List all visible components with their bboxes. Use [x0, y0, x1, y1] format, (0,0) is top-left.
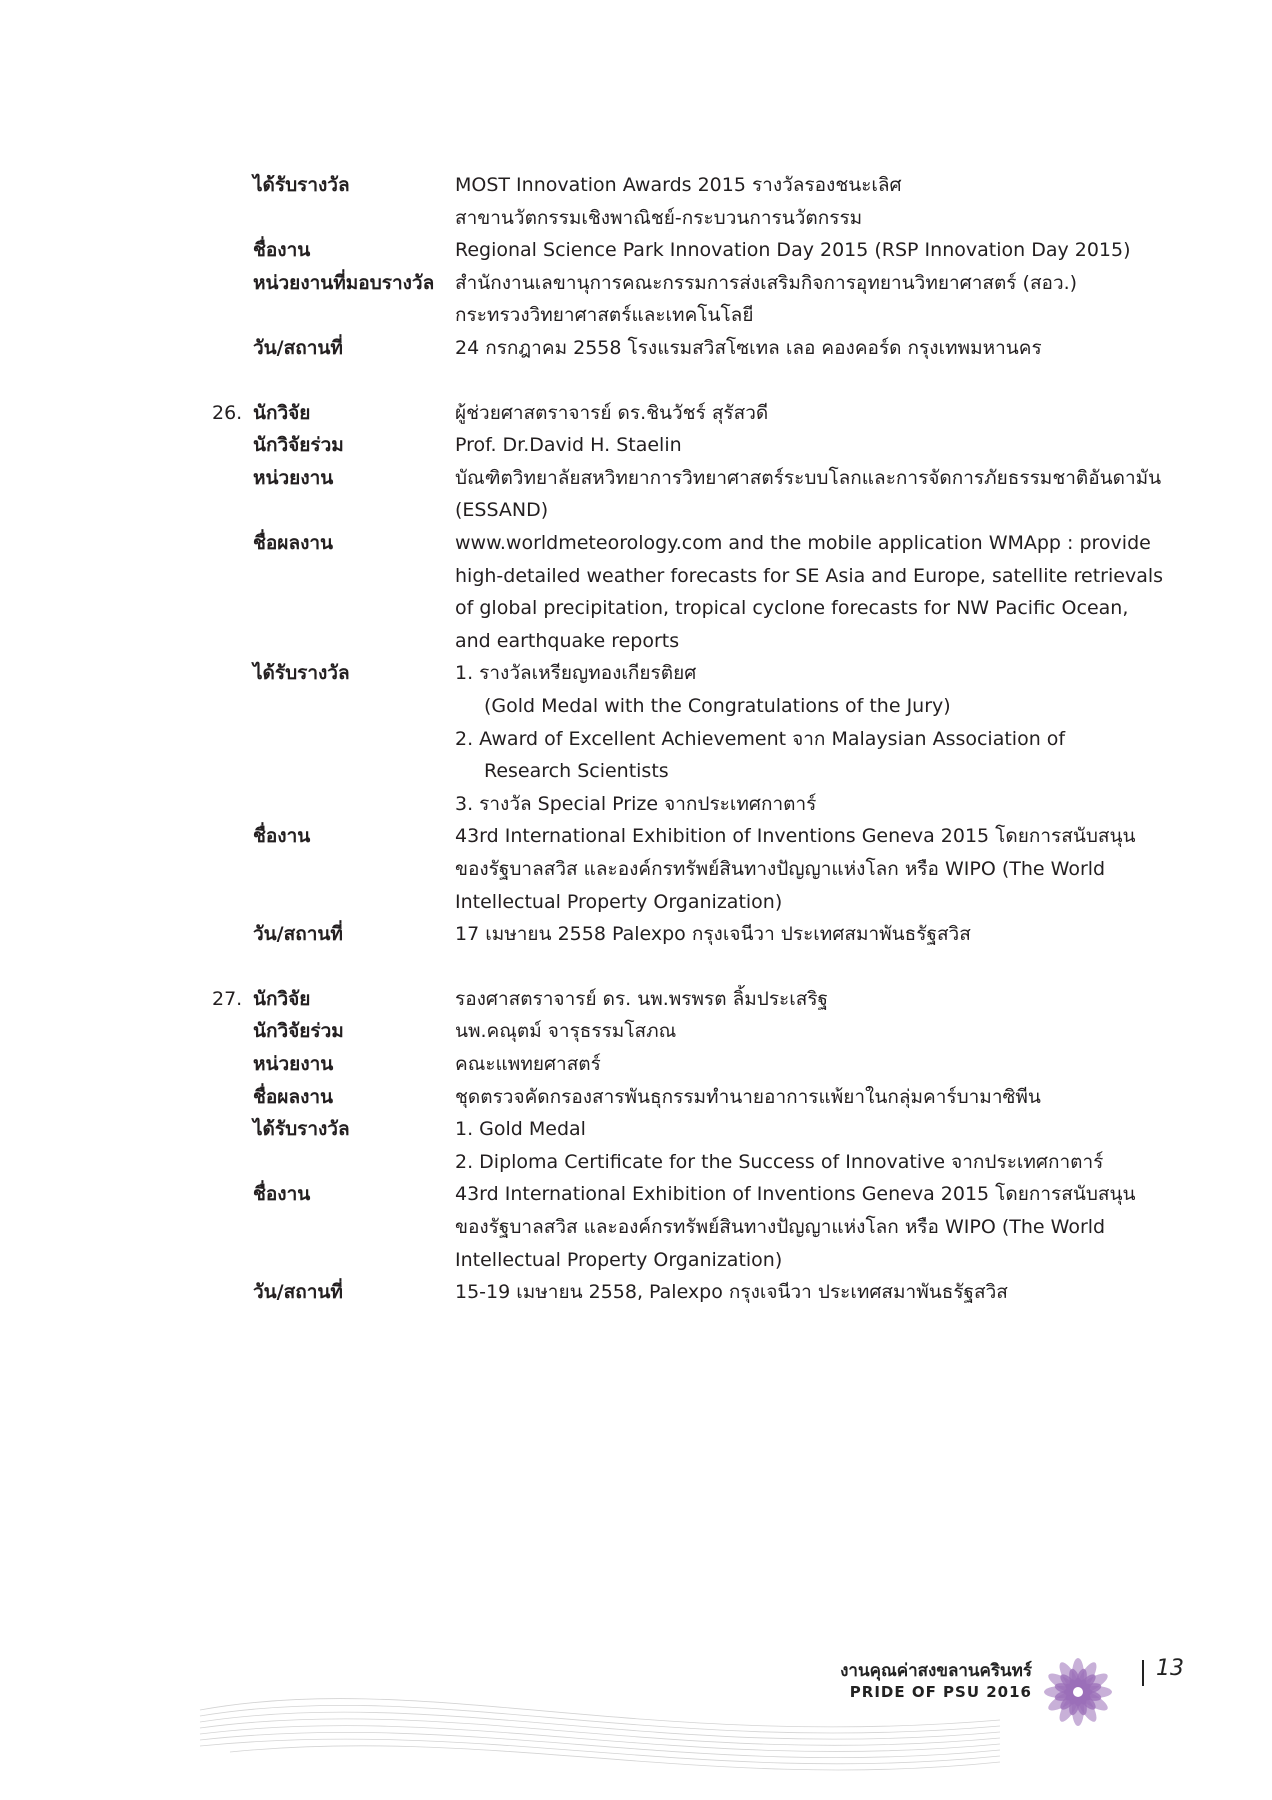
field-label: นักวิจัย	[253, 987, 311, 1010]
field-value-line: 43rd International Exhibition of Inventions Geneva 2015 โดยการสนับสนุน	[455, 1183, 1136, 1206]
brand-block	[840, 1660, 1032, 1702]
field-value-line: 43rd International Exhibition of Inventions Geneva 2015 โดยการสนับสนุน	[455, 825, 1136, 848]
field-value-line: 1. รางวัลเหรียญทองเกียรติยศ	[455, 662, 697, 685]
field-label: ชื่องาน	[253, 1183, 311, 1206]
field-label: ได้รับรางวัล	[253, 1118, 350, 1141]
field-value-line: Research Scientists	[484, 760, 669, 783]
page-number-divider	[1142, 1660, 1144, 1686]
field-value-line: of global precipitation, tropical cyclone forecasts for NW Pacific Ocean,	[455, 597, 1129, 620]
field-value-line: รองศาสตราจารย์ ดร. นพ.พรพรต ลิ้มประเสริฐ	[455, 987, 829, 1010]
brand-english: PRIDE OF PSU 2016	[849, 1683, 1032, 1701]
field-label: ได้รับรางวัล	[253, 662, 350, 685]
field-value-line: (Gold Medal with the Congratulations of the Jury)	[484, 695, 951, 717]
field-value-line: 2. Diploma Certificate for the Success of Innovative จากประเทศกาตาร์	[455, 1150, 1104, 1173]
field-label: ได้รับรางวัล	[253, 174, 350, 196]
brand-thai: งานคุณค่าสงขลานครินทร์	[840, 1661, 1032, 1681]
field-label: นักวิจัยร่วม	[253, 1020, 344, 1043]
field-value-line: www.worldmeteorology.com and the mobile application WMApp : provide	[455, 532, 1151, 554]
field-value-line: นพ.คณุตม์ จารุธรรมโสภณ	[455, 1020, 677, 1043]
field-label: นักวิจัยร่วม	[253, 434, 344, 457]
field-value-line: 17 เมษายน 2558 Palexpo กรุงเจนีวา ประเทศสมาพันธรัฐสวิส	[455, 923, 971, 946]
field-value-line: 15-19 เมษายน 2558, Palexpo กรุงเจนีวา ประเทศสมาพันธรัฐสวิส	[455, 1281, 1008, 1304]
field-label: นักวิจัย	[253, 401, 311, 424]
field-value-line: ชุดตรวจคัดกรองสารพันธุกรรมทำนายอาการแพ้ยาในกลุ่มคาร์บามาซิพีน	[455, 1085, 1041, 1108]
entry-number: 26.	[212, 401, 243, 424]
field-label: ชื่องาน	[253, 825, 311, 848]
field-label: ชื่อผลงาน	[253, 532, 334, 554]
field-value-line: high-detailed weather forecasts for SE Asia and Europe, satellite retrievals	[455, 564, 1164, 587]
field-value-line: 3. รางวัล Special Prize จากประเทศกาตาร์	[455, 792, 817, 815]
field-value-line: บัณฑิตวิทยาลัยสหวิทยาการวิทยาศาสตร์ระบบโลกและการจัดการภัยธรรมชาติอันดามัน	[455, 466, 1162, 489]
field-value-line: (ESSAND)	[455, 499, 549, 522]
field-value-line: สำนักงานเลขานุการคณะกรรมการส่งเสริมกิจการอุทยานวิทยาศาสตร์ (สอว.)	[455, 271, 1078, 294]
field-value-line: Intellectual Property Organization)	[455, 890, 783, 913]
field-value-line: and earthquake reports	[455, 629, 680, 652]
field-label: วัน/สถานที่	[253, 923, 343, 946]
field-value-line: ของรัฐบาลสวิส และองค์กรทรัพย์สินทางปัญญาแห่งโลก หรือ WIPO (The World	[455, 858, 1106, 880]
field-value-line: Intellectual Property Organization)	[455, 1248, 783, 1271]
field-label: วัน/สถานที่	[253, 1281, 343, 1304]
page-footer	[0, 1560, 1272, 1800]
field-label: ชื่องาน	[253, 239, 311, 262]
field-value-line: 2. Award of Excellent Achievement จาก Malaysian Association of	[455, 727, 1066, 750]
field-label: วัน/สถานที่	[253, 337, 343, 359]
field-value-line: คณะแพทยศาสตร์	[455, 1053, 601, 1075]
field-value-line: Regional Science Park Innovation Day 2015 (RSP Innovation Day 2015)	[455, 239, 1131, 262]
field-value-line: กระทรวงวิทยาศาสตร์และเทคโนโลยี	[455, 304, 754, 327]
page-number: 13	[1156, 1656, 1184, 1681]
field-value-line: ผู้ช่วยศาสตราจารย์ ดร.ชินวัชร์ สุรัสวดี	[455, 401, 769, 424]
field-label: ชื่อผลงาน	[253, 1085, 334, 1108]
field-label: หน่วยงาน	[253, 466, 334, 489]
field-value-line: MOST Innovation Awards 2015 รางวัลรองชนะเลิศ	[455, 174, 902, 196]
field-value-line: สาขานวัตกรรมเชิงพาณิชย์-กระบวนการนวัตกรรม	[455, 206, 863, 229]
field-label: หน่วยงานที่มอบรางวัล	[253, 271, 435, 294]
field-label: หน่วยงาน	[253, 1053, 334, 1075]
field-value-line: ของรัฐบาลสวิส และองค์กรทรัพย์สินทางปัญญาแห่งโลก หรือ WIPO (The World	[455, 1216, 1106, 1238]
field-value-line: Prof. Dr.David H. Staelin	[455, 434, 682, 457]
flower-logo-icon	[1038, 1652, 1118, 1732]
field-value-line: 1. Gold Medal	[455, 1118, 586, 1141]
field-value-line: 24 กรกฎาคม 2558 โรงแรมสวิสโซเทล เลอ คองคอร์ด กรุงเทพมหานคร	[455, 337, 1042, 359]
entry-number: 27.	[212, 987, 243, 1010]
